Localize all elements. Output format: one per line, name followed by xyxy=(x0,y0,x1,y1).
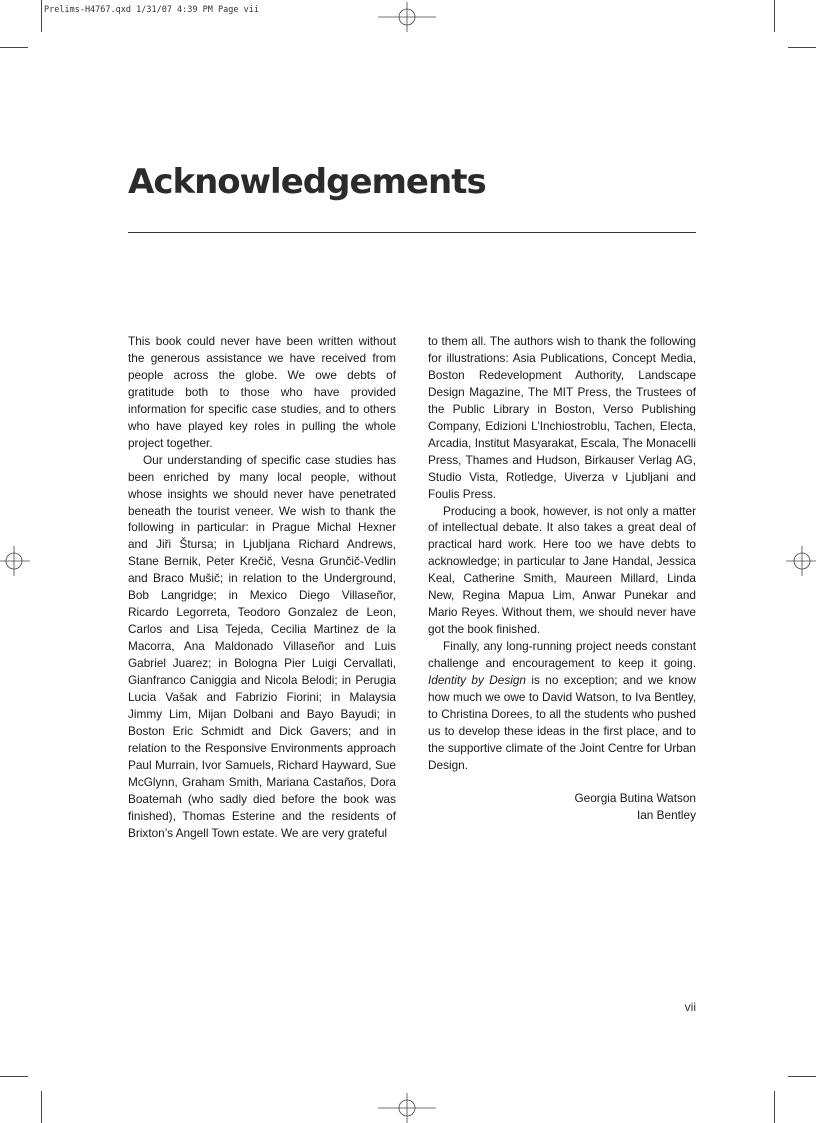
paragraph: Producing a book, however, is not only a matter of intellectual debate. It also takes a great deal of practical hard work. Here too we have debts to acknowledge; in particular to Jane Handal, Jessica Keal, Catherine Smith, Maureen Millard, Linda New, Regina Mapua Lim, Anwar Punekar and Mario Reyes. Without them, we should never have got the book finished. xyxy=(428,503,696,637)
paragraph: This book could never have been written without the generous assistance we have received from people across the globe. We owe debts of gratitude both to those who have provided information for specific case studies, and to others who have played key roles in pulling the whole project together. xyxy=(128,334,396,450)
crop-mark-top-right-h xyxy=(788,47,816,48)
signature-name: Ian Bentley xyxy=(636,807,696,822)
paragraph: Our understanding of specific case studies has been enriched by many local people, without whose insights we should never have penetrated beneath the tourist veneer. We wish to thank the following in particular: in Prague Michal Hexner and Jiři Štursa; in Ljubljana Richard Andrews, Stane Bernik, Peter Krečič, Vesna Grunčič-Vedlin and Braco Mušič; in relation to the Underground, Bob Langridge; in Mexico Diego Villaseñor, Ricardo Legorreta, Teodoro Gonzalez de Leon, Carlos and Lisa Tejeda, Cecilia Martinez de la Macorra, Ana Maldonado Villaseñor and Luis Gabriel Juarez; in Bologna Pier Luigi Cervallati, Gianfranco Caniggia and Nicola Belodi; in Perugia Lucia Vašak and Fabrizio Fiorini; in Malaysia Jimmy Lim, Mijan Dolbani and Bayo Bayudi; in Boston Eric Schmidt and Dick Gavers; and in relation to the Responsive Environments approach Paul Murrain, Ivor Samuels, Richard Hayward, Sue McGlynn, Graham Smith, Mariana Castaños, Dora Boatemah (who sadly died before the book was finished), Thomas Esterine and the residents of Brixton’s Angell Town estate. We are very grateful xyxy=(128,452,396,840)
book-title-italic: Identity by Design xyxy=(428,673,526,688)
crop-mark-bottom-right-h xyxy=(788,1076,816,1077)
signature-block xyxy=(428,790,696,824)
paragraph: to them all. The authors wish to thank the following for illustrations: Asia Publications, Concept Media, Boston Redevelopment Authority, Landscape Design Magazine, The MIT Press, the Trustees of the Public Library in Boston, Verso Publishing Company, Edizioni L’Inchiostroblu, Tachen, Electa, Arcadia, Institut Masyarakat, Escala, The Monacelli Press, Thames and Hudson, Birkauser Verlag AG, Studio Vista, Rotledge, Uiverza v Ljubljani and Foulis Press. xyxy=(428,334,696,501)
crop-mark-bottom-left-h xyxy=(0,1076,28,1077)
title-rule xyxy=(128,232,696,233)
right-column xyxy=(428,333,696,824)
paragraph-text: is no exception; and we know how much we owe to David Watson, to Iva Bentley, to Christina Dorees, to all the students who pushed us to develop these ideas in the first place, and to the supportive climate of the Joint Centre for Urban Design. xyxy=(428,673,696,772)
paragraph-text: Finally, any long-running project needs constant challenge and encouragement to keep it going. xyxy=(428,639,696,671)
crop-mark-top-right xyxy=(774,0,775,32)
crop-mark-bottom-right xyxy=(774,1091,775,1123)
crop-mark-top-left xyxy=(41,0,42,32)
page-number: vii xyxy=(684,1000,696,1014)
signature-name: Georgia Butina Watson xyxy=(574,790,696,805)
registration-mark-left-icon xyxy=(0,546,30,576)
registration-mark-right-icon xyxy=(786,546,816,576)
print-slug: Prelims-H4767.qxd 1/31/07 4:39 PM Page vii xyxy=(44,5,259,15)
crop-mark-bottom-left xyxy=(41,1091,42,1123)
registration-mark-bottom-icon xyxy=(378,1093,436,1123)
paragraph xyxy=(428,638,696,774)
left-column xyxy=(128,333,396,842)
page-title: Acknowledgements xyxy=(128,162,486,202)
crop-mark-top-left-h xyxy=(0,47,28,48)
registration-mark-top-icon xyxy=(378,2,436,32)
